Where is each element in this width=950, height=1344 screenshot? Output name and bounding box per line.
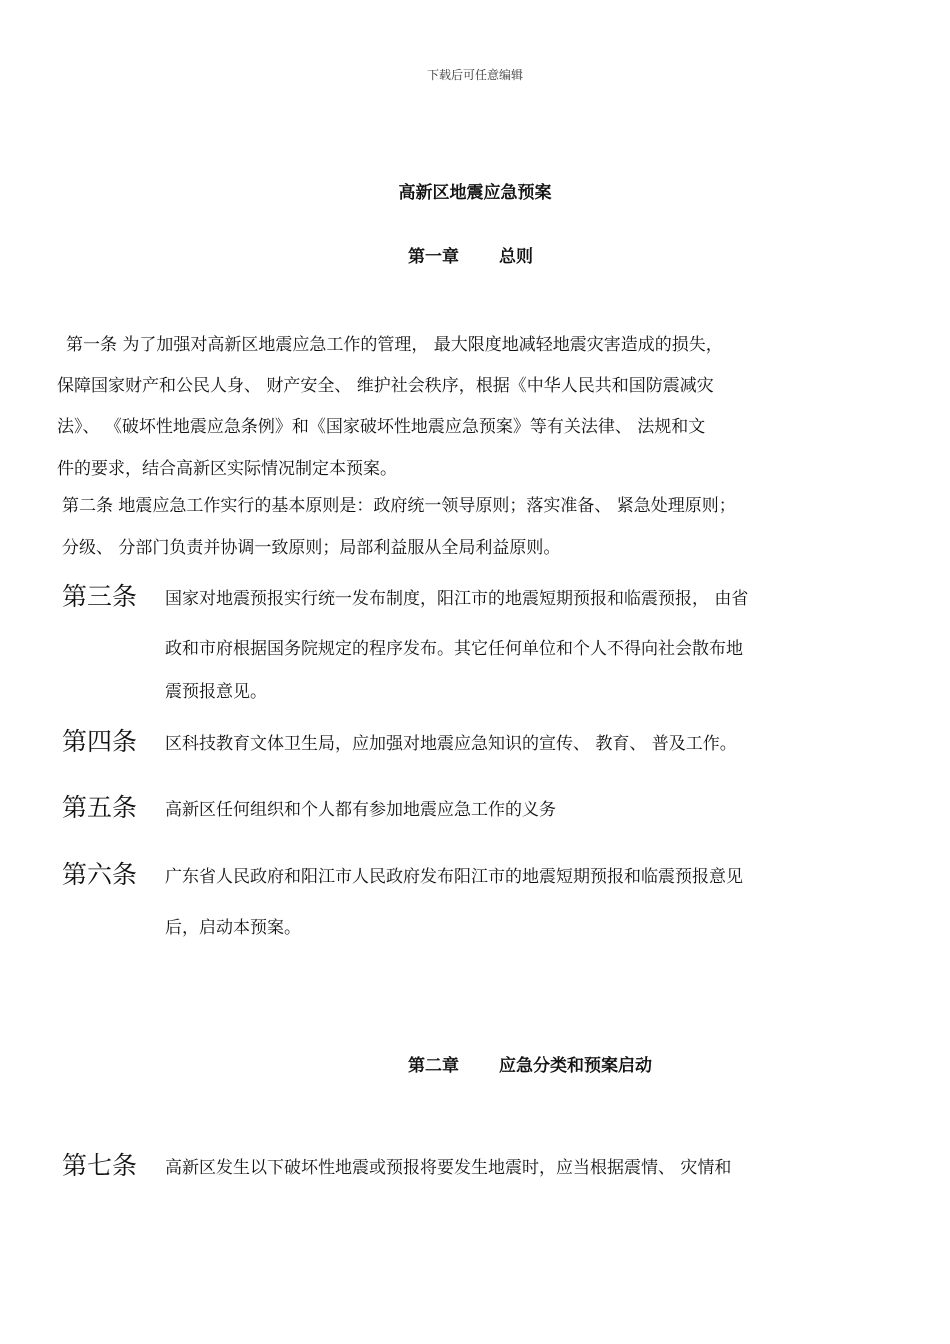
article-3-label: 第三条 [62,582,138,611]
chapter-2-heading [408,1051,652,1076]
article-3-line: 国家对地震预报实行统一发布制度，阳江市的地震短期预报和临震预报， 由省 [165,589,749,609]
article-5-line: 高新区任何组织和个人都有参加地震应急工作的义务 [165,800,556,820]
document-title: 高新区地震应急预案 [398,183,552,203]
article-1-line: 件的要求，结合高新区实际情况制定本预案。 [57,459,397,479]
article-1-line: 第一条 为了加强对高新区地震应急工作的管理， 最大限度地减轻地震灾害造成的损失， [66,335,723,355]
article-7-label: 第七条 [62,1151,138,1180]
chapter-2-title: 应急分类和预案启动 [499,1056,652,1076]
article-1-line: 法》、 《破坏性地震应急条例》和《国家破坏性地震应急预案》等有关法律、 法规和文 [57,417,706,437]
header-note: 下载后可任意编辑 [426,68,523,82]
chapter-1-heading [408,242,533,267]
article-5-label: 第五条 [62,793,138,822]
article-4-line: 区科技教育文体卫生局，应加强对地震应急知识的宣传、 教育、 普及工作。 [165,734,737,754]
chapter-2-number: 第二章 [408,1056,459,1076]
article-3-line: 震预报意见。 [165,682,267,702]
article-6-label: 第六条 [62,860,138,889]
chapter-1-title: 总则 [499,247,533,267]
article-2-line: 分级、 分部门负责并协调一致原则；局部利益服从全局利益原则。 [62,538,561,558]
article-3-line: 政和市府根据国务院规定的程序发布。其它任何单位和个人不得向社会散布地 [165,639,743,659]
article-2-line: 第二条 地震应急工作实行的基本原则是：政府统一领导原则；落实准备、 紧急处理原则； [62,496,736,516]
article-1-line: 保障国家财产和公民人身、 财产安全、 维护社会秩序，根据《中华人民共和国防震减灾 [57,376,714,396]
chapter-1-number: 第一章 [408,247,459,267]
article-6-line: 广东省人民政府和阳江市人民政府发布阳江市的地震短期预报和临震预报意见 [165,867,743,887]
article-6-line: 后，启动本预案。 [165,918,301,938]
article-4-label: 第四条 [62,727,138,756]
article-7-line: 高新区发生以下破坏性地震或预报将要发生地震时，应当根据震情、 灾情和 [165,1158,732,1178]
